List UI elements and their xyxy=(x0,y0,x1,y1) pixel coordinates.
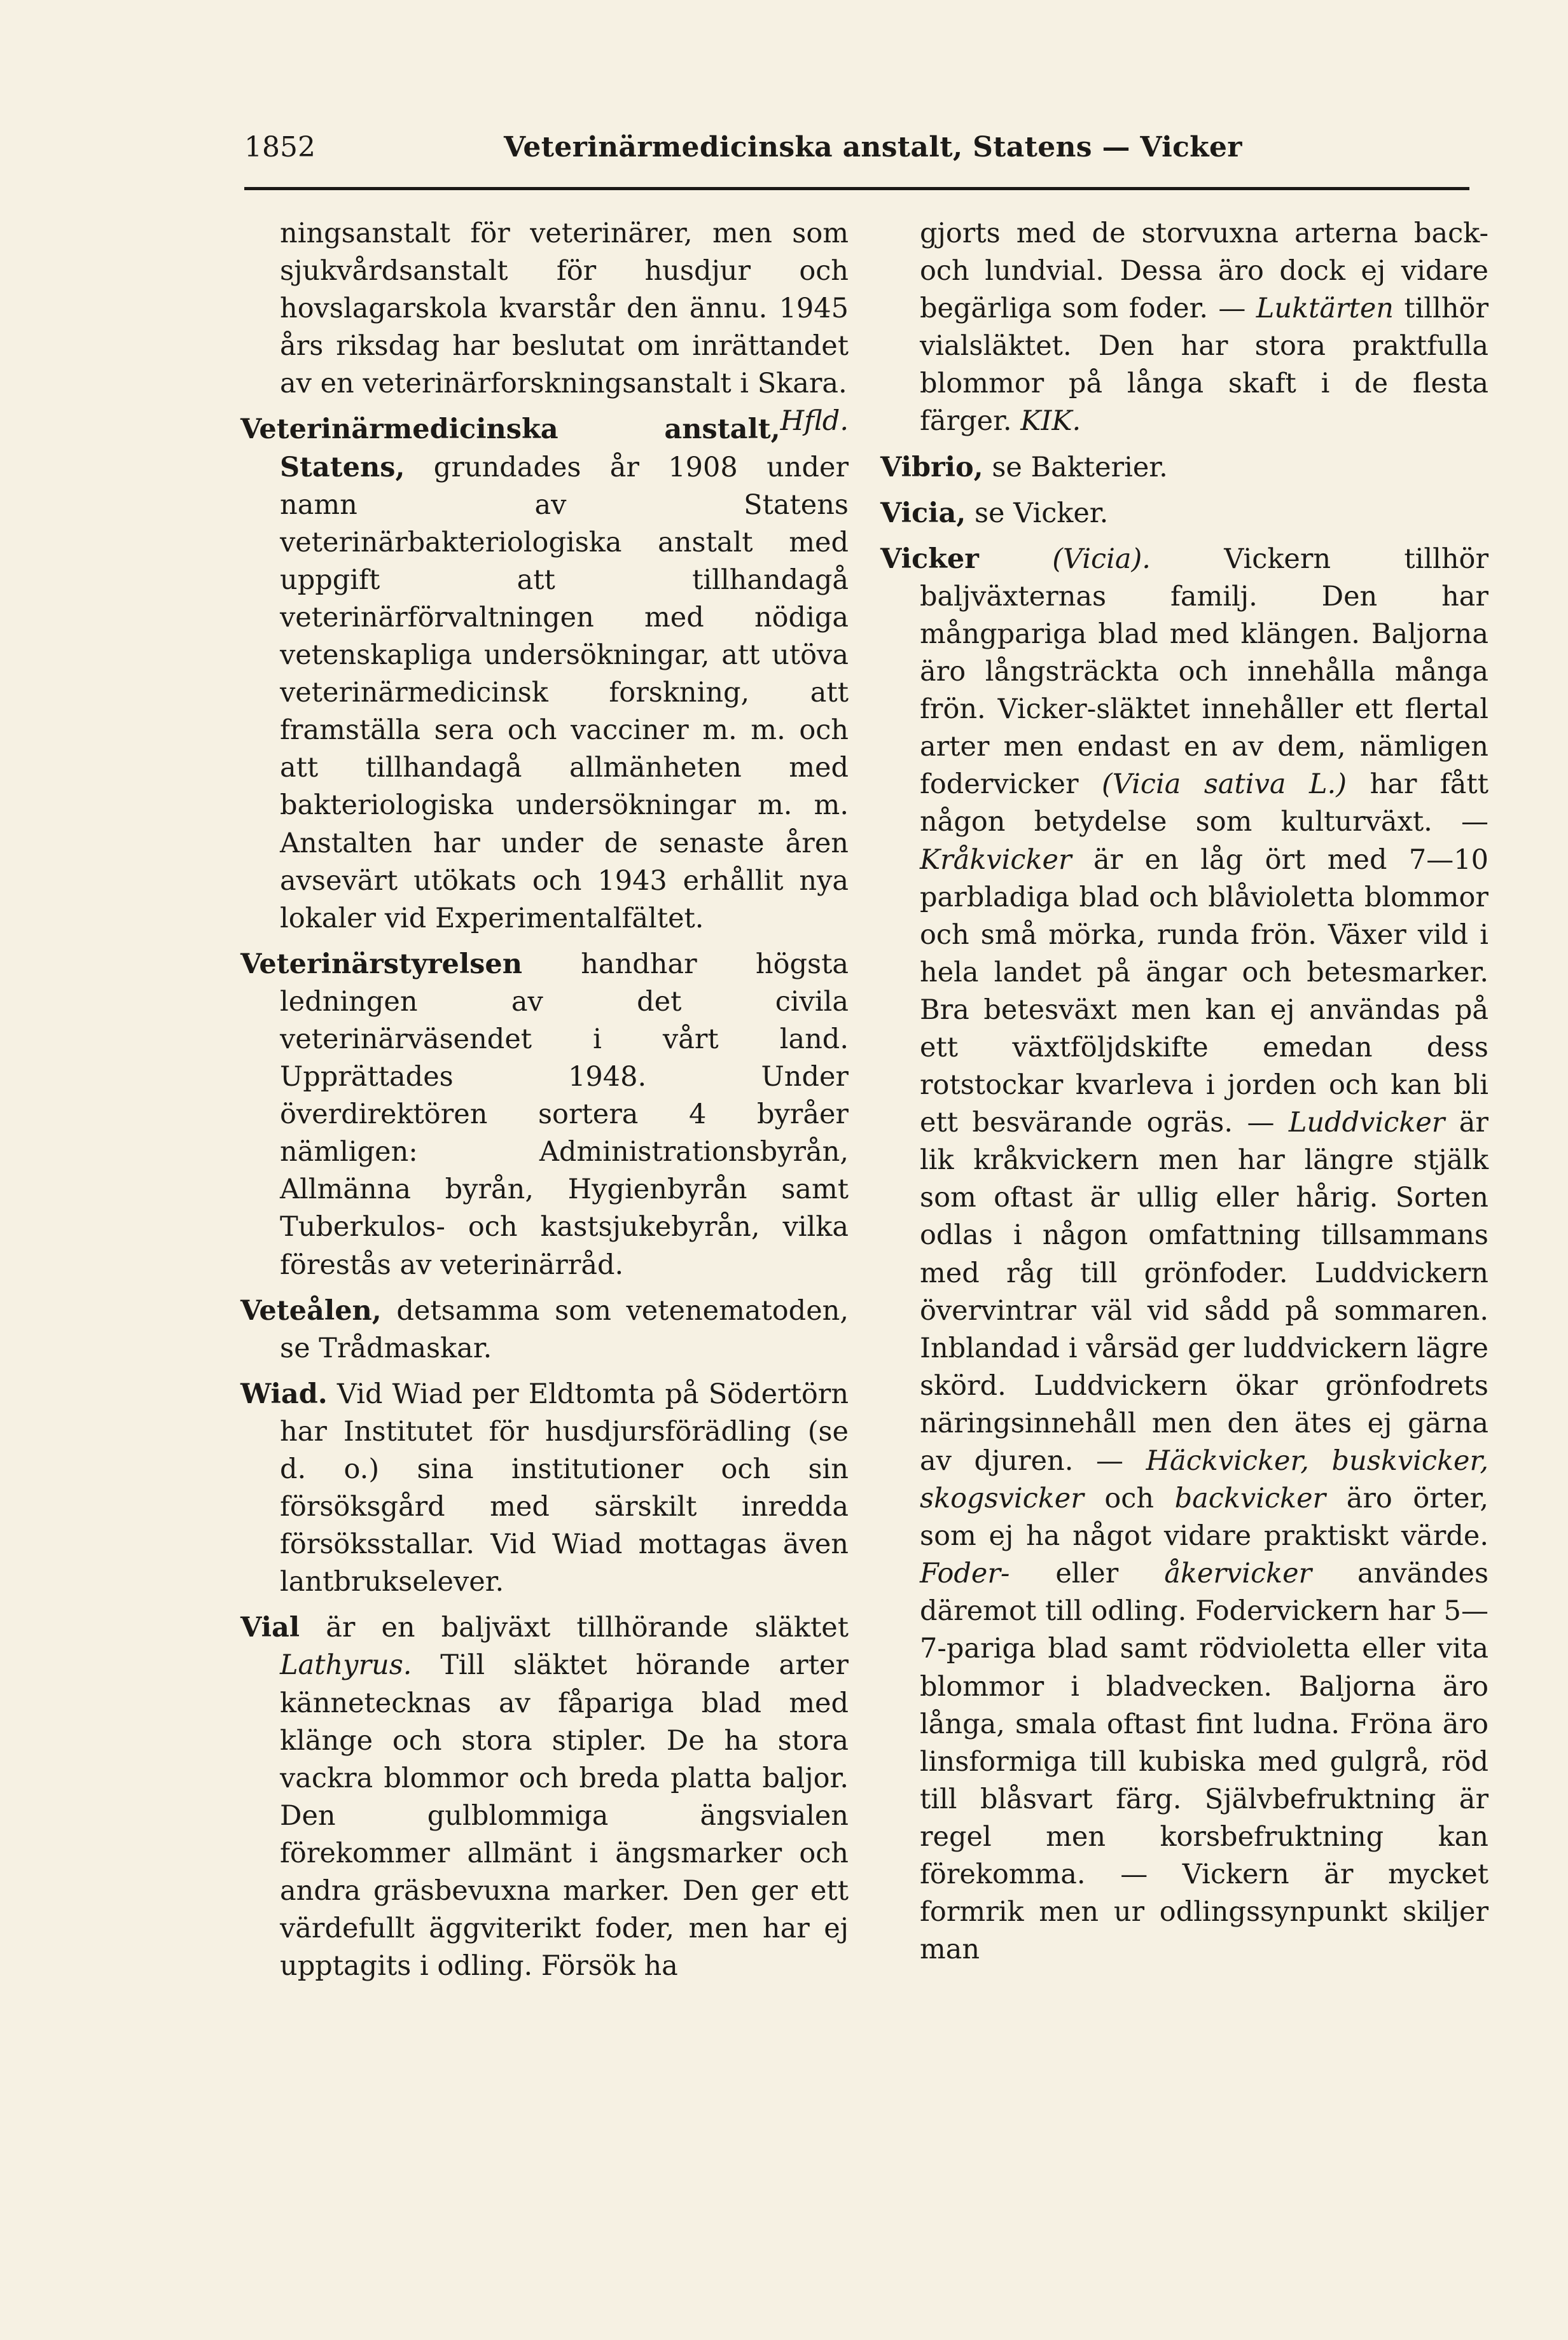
entry-headword: Wiad. xyxy=(240,1378,328,1410)
entry-headword: Vial xyxy=(240,1612,300,1644)
entry-text: äro örter, som ej ha något vidare praktiskt värde. xyxy=(920,1483,1489,1553)
entry-text: Vid Wiad per Eldtomta på Södertörn har Institutet för husdjursförädling (se d. o.) sina institutioner och sin försöksgård med särskilt inredda försöksstallar. Vid Wiad mottagas även lantbrukselever. xyxy=(280,1378,849,1598)
entry-text: tillhör vialsläktet. Den har stora praktfulla blommor på långa skaft i de flesta färger. xyxy=(920,293,1489,438)
continued-entry xyxy=(880,215,1488,441)
page-number: 1852 xyxy=(244,131,316,163)
author-signature: KIK. xyxy=(1020,405,1081,438)
entry-italic-term: Foder- xyxy=(920,1558,1010,1590)
entry-text: och xyxy=(1104,1483,1155,1515)
entry-wiad xyxy=(240,1376,849,1602)
entry-vetealen xyxy=(240,1292,849,1367)
entry-text: är en låg ört med 7—10 parbladiga blad och blåvioletta blommor och små mörka, runda frön. Växer vild i hela landet på ängar och betesmarker. Bra betesväxt men kan ej användas på ett växtföljdskifte emedan dess rotstockar kvarleva i jorden och kan bli ett besvärande ogräs. — xyxy=(920,843,1489,1139)
author-signature: Hfld. xyxy=(780,405,849,438)
entry-text: se Bakterier. xyxy=(992,451,1168,483)
entry-text: har fått någon betydelse som kulturväxt. — xyxy=(920,768,1488,838)
entry-text: grundades år 1908 under namn av Statens veterinärbakteriologiska anstalt med uppgift att tillhandagå veterinärförvaltningen med nödiga vetenskapliga undersökningar, att utöva veterinärmedicinsk forskning, att framställa sera och vacciner m. m. och att tillhandagå allmänheten med bakteriologiska undersökningar m. m. Anstalten har under de senaste åren avsevärt utökats och 1943 erhållit nya lokaler vid Experimentalfältet. xyxy=(280,451,849,934)
entry-italic-term: Kråkvicker xyxy=(920,843,1072,876)
entry-italic-term: (Vicia). xyxy=(1052,543,1151,575)
entry-headword: Vicker xyxy=(880,543,979,575)
entry-headword: Veteålen, xyxy=(240,1294,382,1327)
running-title: Veterinärmedicinska anstalt, Statens — Vicker xyxy=(504,131,1242,163)
entry-text: se Vicker. xyxy=(974,497,1109,529)
entry-text: Till släktet hörande arter kännetecknas av fåpariga blad med klänge och stora stipler. De ha stora vackra blommor och breda platta baljor. Den gulblommiga ängsvialen förekommer allmänt i ängsmarker och andra gräsbevuxna marker. Den ger ett värdefullt äggviterikt foder, men har ej upptagits i odling. Försök ha xyxy=(280,1649,849,1983)
right-column xyxy=(880,215,1488,1977)
entry-italic-term: Luktärten xyxy=(1256,293,1394,325)
entry-headword: Veterinärmedicinska anstalt, Statens, xyxy=(240,413,781,483)
entry-italic-term: Häckvicker, buskvicker, skogsvicker xyxy=(920,1445,1489,1515)
entry-italic-term: åkervicker xyxy=(1164,1558,1312,1590)
entry-italic-term: Luddvicker xyxy=(1288,1107,1445,1139)
entry-italic-term: Lathyrus. xyxy=(280,1649,412,1682)
entry-vicker xyxy=(880,541,1488,1969)
entry-text: är lik kråkvickern men har längre stjälk som oftast är ullig eller hårig. Sorten odlas i någon omfattning tillsammans med råg till grönfoder. Luddvickern övervintrar väl vid sådd på sommaren. Inblandad i vårsäd ger luddvickern lägre skörd. Luddvickern ökar grönfodrets näringsinnehåll men den ätes ej gärna av djuren. — xyxy=(920,1107,1488,1477)
entry-vibrio xyxy=(880,449,1488,487)
entry-text: detsamma som vetenematoden, se Trådmaskar. xyxy=(280,1294,849,1364)
entry-text: användes däremot till odling. Fodervickern har 5—7-pariga blad samt rödvioletta eller vita blommor i bladvecken. Baljorna äro långa, smala oftast fint ludna. Fröna äro linsformiga till kubiska med gulgrå, röd till blåsvart färg. Självbefruktning är regel men korsbefruktning kan förekomma. — Vickern är mycket formrik men ur odlingssynpunkt skiljer man xyxy=(920,1558,1489,1966)
continued-entry xyxy=(240,215,849,438)
entry-text: Vickern tillhör baljväxternas familj. Den har mångpariga blad med klängen. Baljorna äro långsträckta och innehålla många frön. Vicker-släktet innehåller ett flertal arter men endast en av dem, nämligen fodervicker xyxy=(920,543,1488,801)
entry-text: handhar högsta ledningen av det civila veterinärväsendet i vårt land. Upprättades 1948. Under överdirektören sortera 4 byråer nämligen: Administrationsbyrån, Allmänna byrån, Hygienbyrån samt Tuberkulos- och kastsjukebyrån, vilka förestås av veterinärråd. xyxy=(280,948,849,1281)
entry-italic-term: backvicker xyxy=(1174,1483,1326,1515)
entry-veterinarstyrelsen xyxy=(240,946,849,1284)
page-header xyxy=(244,127,1466,172)
entry-veterinarmedicinska-anstalt xyxy=(240,411,849,937)
header-rule xyxy=(244,187,1469,190)
entry-text: gjorts med de storvuxna arterna back- och lundvial. Dessa äro dock ej vidare begärliga som foder. — xyxy=(920,218,1488,325)
entry-text: ningsanstalt för veterinärer, men som sjukvårdsanstalt för husdjur och hovslagarskola kvarstår den ännu. 1945 års riksdag har beslutat om inrättandet av en veterinärforskningsanstalt i Skara. xyxy=(280,218,849,400)
entry-headword: Vicia, xyxy=(880,497,966,529)
entry-vicia xyxy=(880,495,1488,532)
entry-headword: Vibrio, xyxy=(880,451,983,483)
left-column xyxy=(240,215,849,1993)
entry-vial xyxy=(240,1609,849,1985)
entry-headword: Veterinärstyrelsen xyxy=(240,948,522,980)
entry-text: eller xyxy=(1055,1558,1119,1590)
entry-italic-term: (Vicia sativa L.) xyxy=(1102,768,1347,801)
entry-text: är en baljväxt tillhörande släktet xyxy=(326,1612,849,1644)
